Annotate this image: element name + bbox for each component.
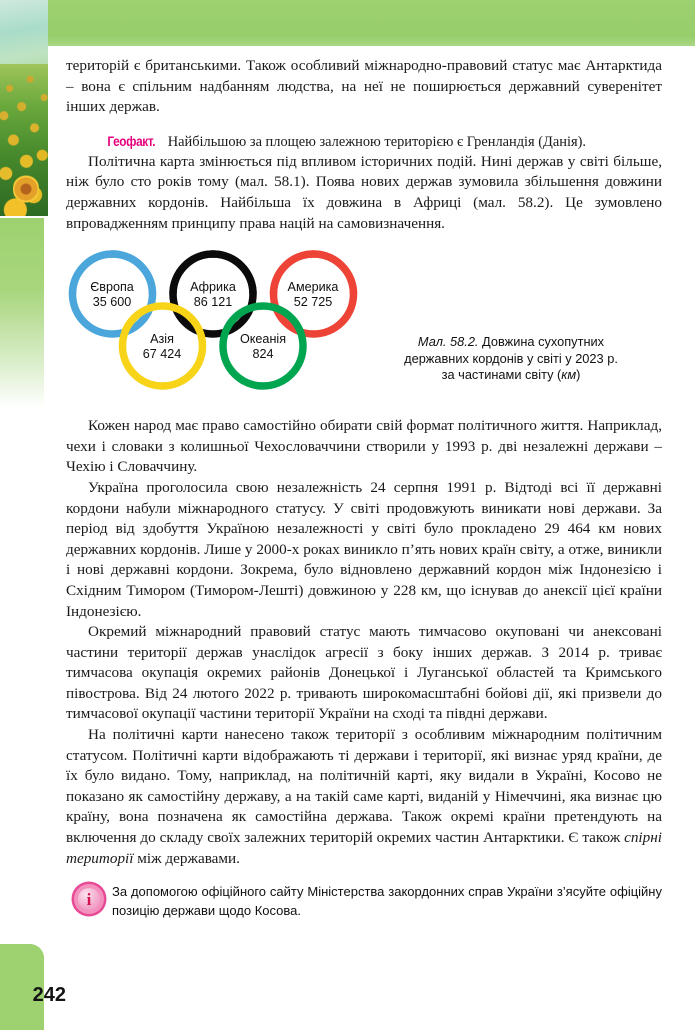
ring-label-asia: Азія 67 424 [142,332,182,361]
paragraph-occupied-territories: Окремий міжнародний правовий статус мають тимчасово окуповані чи анексовані частини території держав унаслідок агресії з боку інших держав. З 2014 р. триває тимчасова окупація окремих районів Донецької і Луганської областей та Кримського півострова. Від 24 лютого 2022 р. тривають широкомасштабні бойові дії, які призвели до тимчасової окупації частини території України на сході та півдні держави. [66,623,662,723]
figure-58-2 [66,248,662,416]
figure-caption-number: Мал. 58.2. [417,334,479,350]
info-icon [74,884,104,914]
geofact-label: Геофакт. [107,133,156,149]
info-icon-glyph: i [78,888,100,910]
paragraph-continuation: територій є британськими. Також особливий міжнародно-правовий статус має Антарктида – вона є спільним надбанням людства, на неї не поширюється державний суверенітет інших держав. [66,57,662,116]
figure-caption-line1: Довжина сухопутних [478,334,605,350]
ring-label-oceania: Океанія 824 [239,332,287,361]
figure-caption-line2: державних кордонів у світі у 2023 р. [404,350,618,366]
olympic-rings-chart [66,248,362,398]
sunflower-bloom-icon [13,172,39,206]
paragraph-political-map-status [66,725,662,869]
figure-caption-line3-pre: за частинами світу ( [441,366,562,382]
ring-label-america: Америка 52 725 [287,280,339,309]
paragraph-text-after-italic: між державами. [133,849,240,867]
ring-label-europe: Європа 35 600 [90,280,134,309]
figure-caption-unit: км [561,366,577,382]
page-content [66,56,662,923]
paragraph-self-determination: Кожен народ має право самостійно обирати свій формат політичного життя. Наприклад, чехи і словаки з колишньої Чехословаччини створили у 1993 р. дві незалежні держави – Чехію і Словаччину. [66,417,662,476]
geofact-text: Найбільшою за площею залежною територією є Гренландія (Данія). [167,133,586,150]
paragraph-political-map: Політична карта змінюється під впливом історичних подій. Нині держав у світі більше, ніж було сто років тому (мал. 58.1). Поява нових держав зумовила збільшення довжини державних кордонів. Найбільша їх довжина в Африці (мал. 58.2). Це зумовлено впровадженням принципу права націй на самовизначення. [66,152,662,232]
figure-caption-line3-post: ) [576,366,581,382]
info-task-text: За допомогою офіційного сайту Міністерства закордонних справ України з’ясуйте офіційну позицію держави щодо Косова. [112,884,662,918]
paragraph-text-before-italic: На політичні карти нанесено також території з особливим міжнародним політичним статусом. Політичні карти відображають ті держави і території, які визнає уряд країни, де їх було видано. Тому, наприклад, на політичній карті, яку видали в Україні, Косово не показано як самостійну державу, а на такій саме карті, виданій у Німеччині, яка визнає цю країну, вона позначена як самостійна держава. Також окремі країни претендують на включення до складу своїх залежних територій окремих частин Антарктики. Є також [66,726,662,847]
italic-term-disputed-territories: спірні території [66,829,662,867]
info-task-box [66,883,662,923]
figure-caption [366,334,656,383]
paragraph-ukraine-independence: Україна проголосила свою незалежність 24 серпня 1991 р. Відтоді всі її державні кордони набули міжнародного статусу. У світі продовжують виникати нові держави. За період від здобуття Україною незалежності у світі було прокладено 29 464 км нових державних кордонів. Лише у 2000-х роках виникло п’ять нових країн світу, а отже, виникли і нові державні кордони. Зокрема, було відновлено державний кордон між Індонезією і Східним Тимором (Тимором-Лешті) довжиною у 228 км, що існував до анексії цієї країни Індонезією. [66,478,662,620]
page-number: 242 [32,983,66,1006]
sunflower-photo [0,0,48,216]
ring-label-africa: Африка 86 121 [190,280,236,309]
geofact-note [66,132,662,152]
left-green-gradient-strip [0,218,44,408]
header-green-band [48,0,695,46]
